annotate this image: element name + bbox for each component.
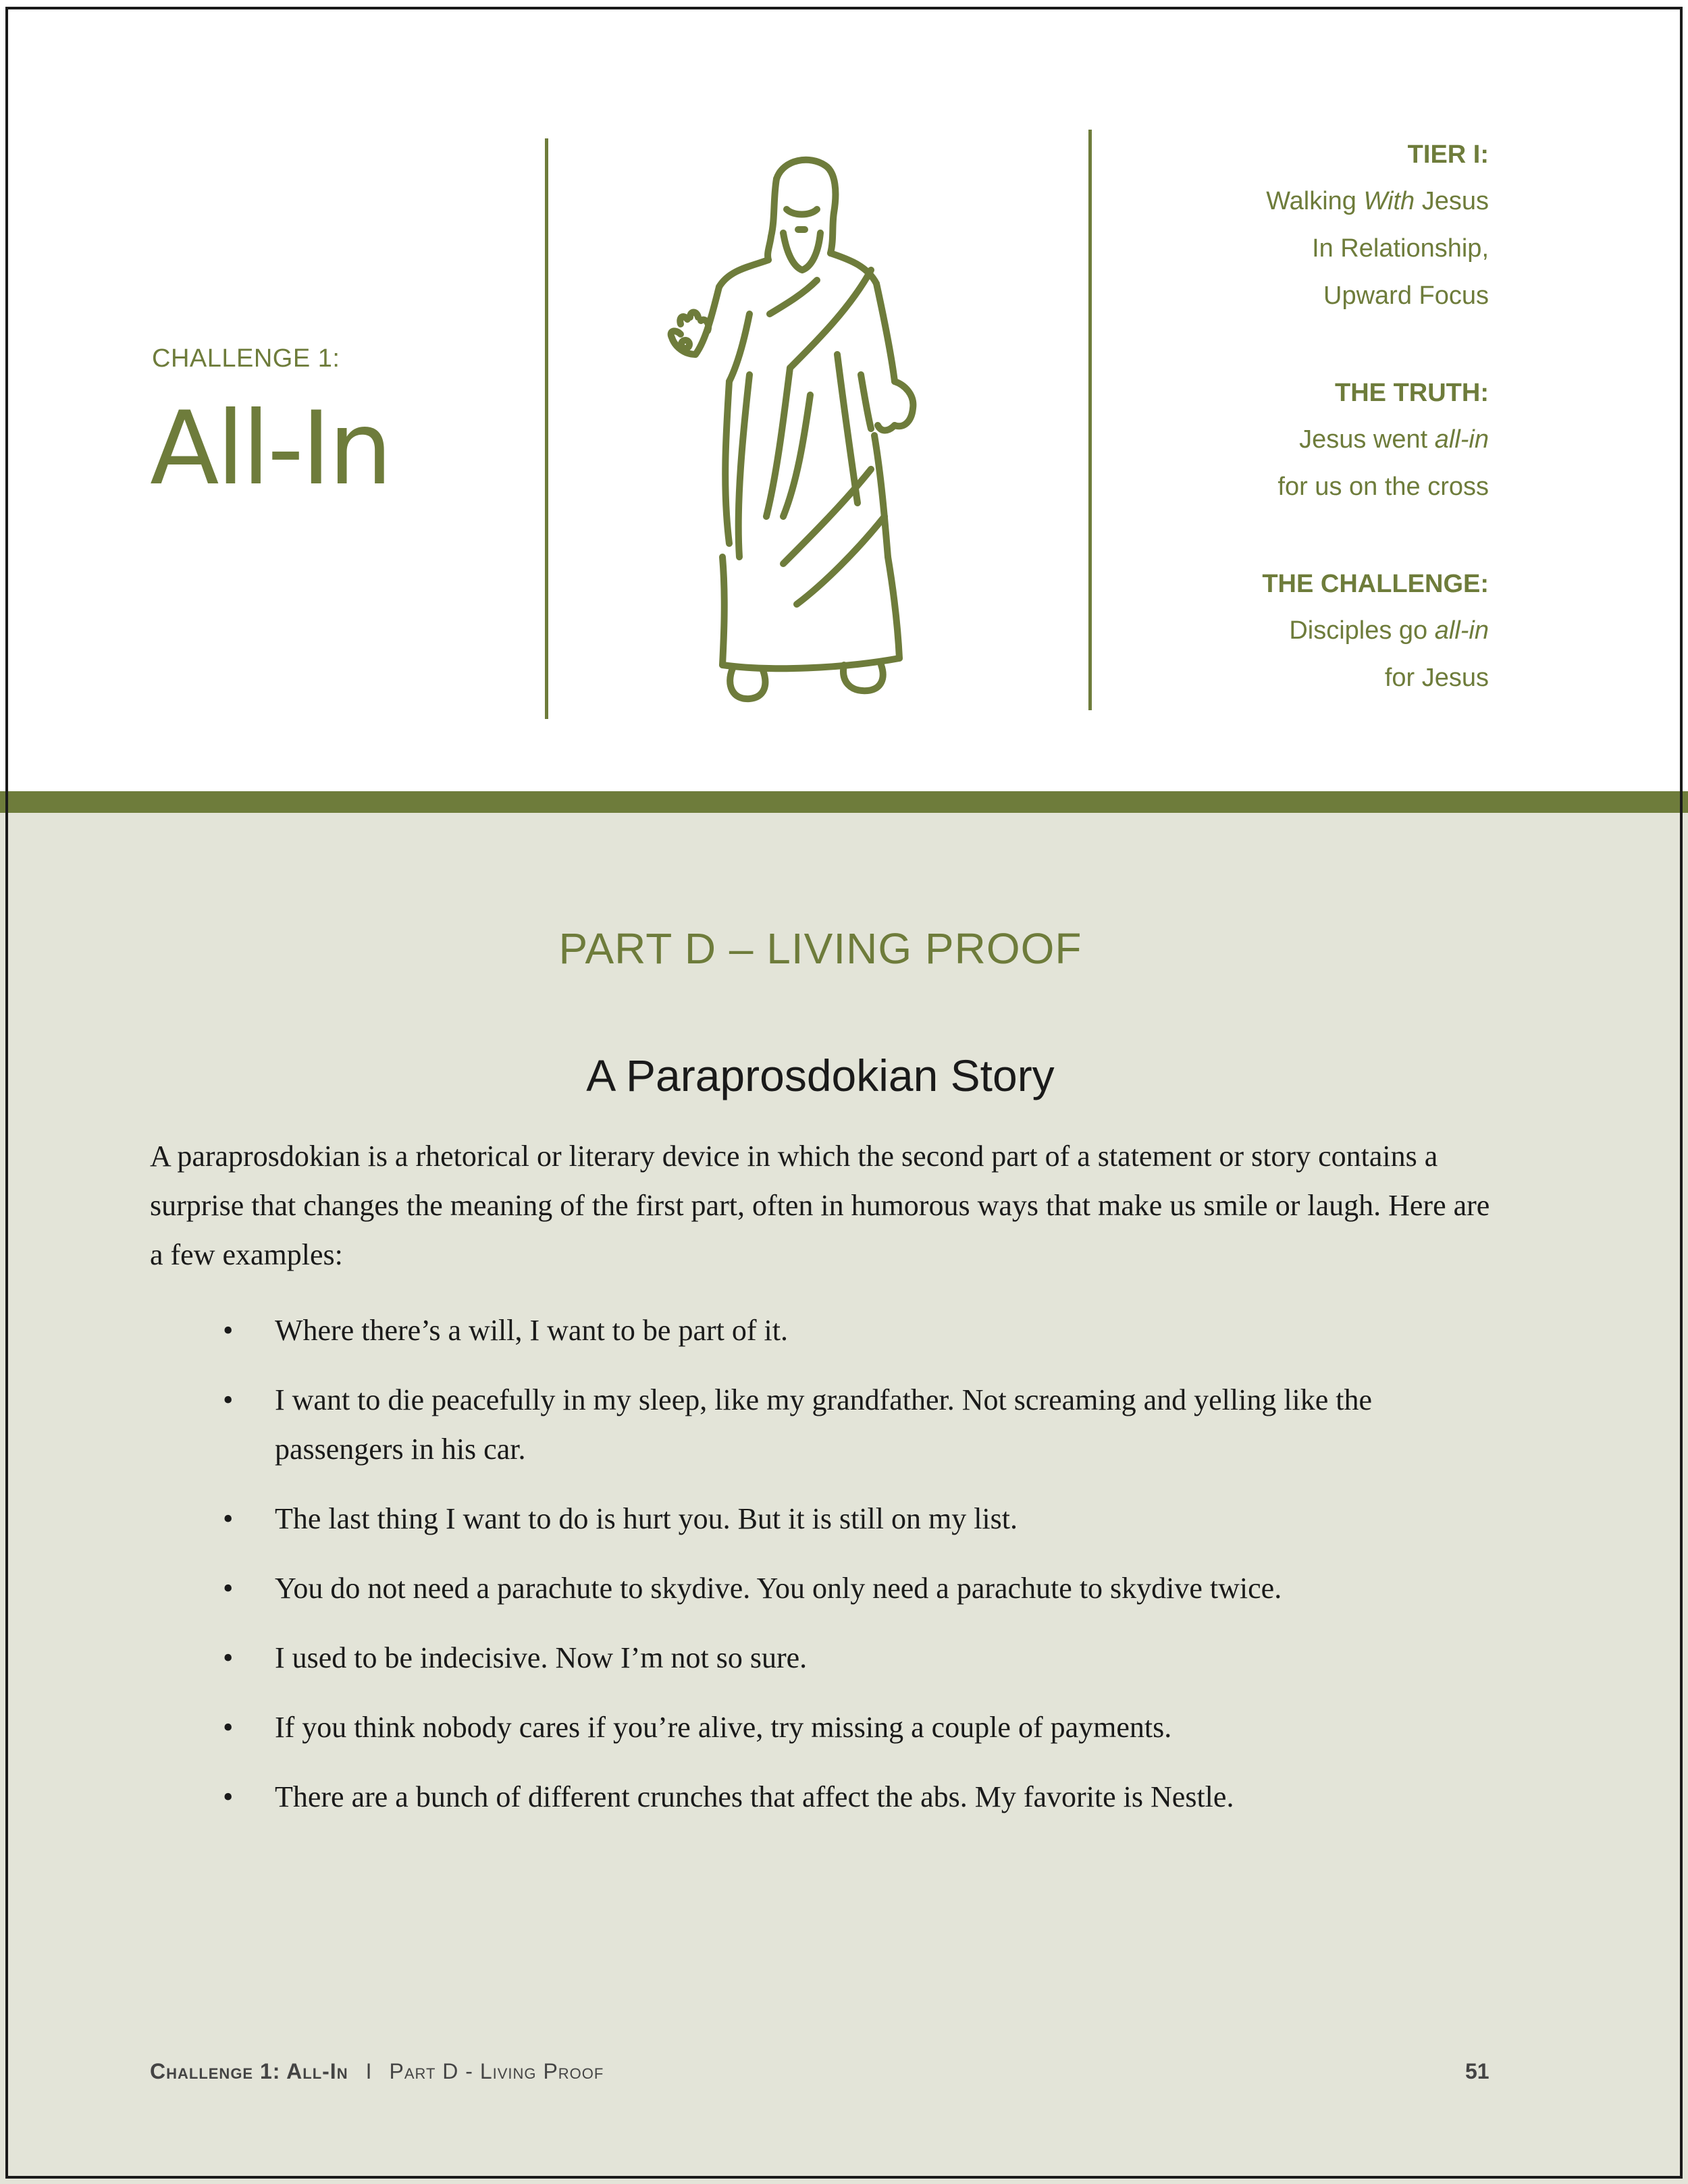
left-divider — [545, 138, 548, 719]
tier-line-3: Upward Focus — [1323, 282, 1489, 310]
the-challenge-line-2: for Jesus — [1384, 664, 1489, 692]
spacer — [1016, 510, 1489, 561]
challenge-title: All-In — [150, 390, 390, 508]
list-item: • Where there’s a will, I want to be part of it. — [223, 1306, 1506, 1355]
part-title: PART D – LIVING PROOF — [558, 924, 1082, 973]
spacer — [1016, 319, 1489, 370]
truth-line-1-pre: Jesus went — [1299, 425, 1435, 454]
truth-heading: THE TRUTH: — [1335, 379, 1489, 407]
page-number: 51 — [1465, 2059, 1489, 2083]
the-challenge-line-1 — [1016, 607, 1489, 654]
tier-line-2: In Relationship, — [1312, 234, 1489, 263]
list-item: • If you think nobody cares if you’re alive, try missing a couple of payments. — [223, 1703, 1506, 1752]
green-band — [0, 791, 1688, 813]
tier-line-1-em: With — [1363, 187, 1415, 215]
truth-line-1 — [1016, 416, 1489, 463]
list-item: • I used to be indecisive. Now I’m not so sure. — [223, 1633, 1506, 1682]
story-title: A Paraprosdokian Story — [586, 1050, 1055, 1100]
footer-running-head — [150, 2059, 604, 2084]
truth-line-1-em: all-in — [1434, 425, 1489, 454]
challenge-info — [1016, 132, 1489, 701]
truth-line-2: for us on the cross — [1277, 473, 1489, 501]
tier-line-1-post: Jesus — [1415, 187, 1489, 215]
intro-paragraph: A paraprosdokian is a rhetorical or literary device in which the second part of a statement or story contains a surprise that changes the meaning of the first part, often in humorous ways that make us smile or laugh. Here are a few examples: — [150, 1140, 1490, 1271]
challenge-label: CHALLENGE 1: — [152, 344, 340, 373]
the-challenge-line-1-pre: Disciples go — [1289, 616, 1435, 645]
tier-line-1 — [1016, 178, 1489, 225]
tier-heading: TIER I: — [1407, 140, 1489, 169]
footer-separator: I — [365, 2059, 372, 2083]
jesus-figure-icon — [648, 152, 959, 712]
the-challenge-line-1-em: all-in — [1434, 616, 1489, 645]
header-section — [0, 0, 1688, 791]
footer-chapter: Challenge 1: All-In — [150, 2059, 348, 2083]
list-item: • I want to die peacefully in my sleep, like my grandfather. Not screaming and yelling like the passengers in his car. — [223, 1375, 1506, 1474]
examples-list — [223, 1306, 1506, 1842]
list-item: • You do not need a parachute to skydive. You only need a parachute to skydive twice. — [223, 1564, 1506, 1613]
footer-section: Part D - Living Proof — [389, 2059, 604, 2083]
list-item: • There are a bunch of different crunches that affect the abs. My favorite is Nestle. — [223, 1772, 1506, 1821]
tier-line-1-pre: Walking — [1266, 187, 1364, 215]
the-challenge-heading: THE CHALLENGE: — [1262, 570, 1489, 598]
list-item: • The last thing I want to do is hurt you. But it is still on my list. — [223, 1494, 1506, 1543]
